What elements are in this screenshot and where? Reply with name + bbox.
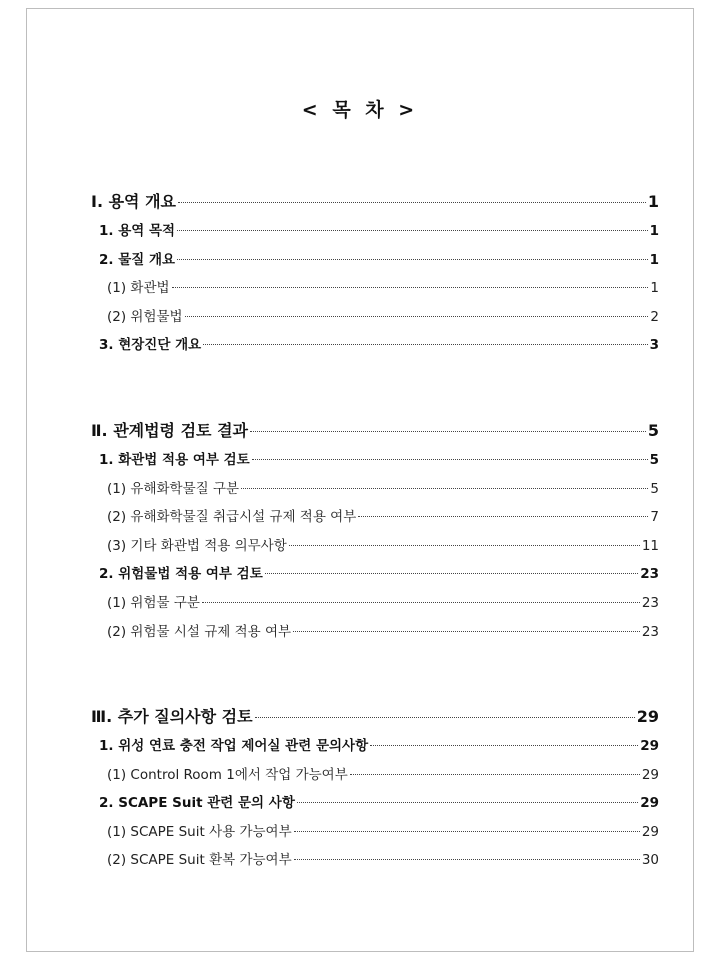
toc-subsection-entry <box>91 276 659 305</box>
toc-page-number: 1 <box>649 223 659 239</box>
toc-section-entry <box>91 333 659 362</box>
toc-leader-dots <box>294 859 640 860</box>
toc-leader-dots <box>177 230 648 231</box>
toc-entry-label: (2) SCAPE Suit 환복 가능여부 <box>107 852 292 869</box>
toc-chapter-entry <box>91 704 659 734</box>
toc-subsection-entry <box>91 477 659 506</box>
toc-page-number: 23 <box>640 566 659 583</box>
toc-page-number: 11 <box>641 537 659 554</box>
toc-page-number: 29 <box>640 795 659 812</box>
toc-leader-dots <box>350 774 640 775</box>
toc-page-number: 29 <box>641 823 659 840</box>
toc-page-number: 1 <box>650 280 659 297</box>
toc-leader-dots <box>293 631 640 632</box>
toc-page-number: 7 <box>650 509 659 526</box>
toc-leader-dots <box>178 202 646 203</box>
toc-leader-dots <box>203 344 647 345</box>
toc-entry-label: 1. 위성 연료 충전 작업 제어실 관련 문의사항 <box>99 738 369 754</box>
toc-page-number: 1 <box>647 192 659 211</box>
toc-page-number: 3 <box>649 337 659 354</box>
toc-subsection-entry <box>91 620 659 649</box>
toc-entry-label: (1) 유해화학물질 구분 <box>107 480 240 497</box>
toc-subsection-entry <box>91 820 659 849</box>
toc-entry-label: Ⅰ. 용역 개요 <box>91 192 176 211</box>
toc-entry-label: 2. 물질 개요 <box>99 251 176 268</box>
toc-entry-label: (1) Control Room 1에서 작업 가능여부 <box>107 766 348 783</box>
toc-leader-dots <box>265 573 638 574</box>
toc-page-number: 5 <box>649 452 659 468</box>
toc-leader-dots <box>255 717 635 718</box>
toc-entry-label: 1. 화관법 적용 여부 검토 <box>99 452 250 468</box>
toc-entry-label: (1) 위험물 구분 <box>107 594 200 611</box>
toc-chapter-entry <box>91 189 659 219</box>
toc-entry-label: 1. 용역 목적 <box>99 223 176 239</box>
toc-subsection-entry <box>91 534 659 563</box>
toc-section-entry <box>91 791 659 820</box>
toc-page-number: 1 <box>649 251 659 268</box>
toc-section-entry <box>91 562 659 591</box>
toc-entry-label: 3. 현장진단 개요 <box>99 337 202 354</box>
toc-page-number: 2 <box>650 308 659 325</box>
toc-section-3 <box>91 704 659 877</box>
toc-entry-label: (2) 위험물법 <box>107 308 183 325</box>
toc-leader-dots <box>202 602 640 603</box>
toc-leader-dots <box>297 802 638 803</box>
document-page <box>26 8 694 952</box>
toc-entry-label: (2) 유해화학물질 취급시설 규제 적용 여부 <box>107 509 357 526</box>
toc-leader-dots <box>241 488 648 489</box>
toc-leader-dots <box>370 745 638 746</box>
toc-leader-dots <box>177 259 648 260</box>
toc-leader-dots <box>294 831 640 832</box>
toc-entry-label: (1) SCAPE Suit 사용 가능여부 <box>107 823 292 840</box>
toc-subsection-entry <box>91 848 659 877</box>
toc-section-1 <box>91 189 659 362</box>
toc-leader-dots <box>250 431 646 432</box>
toc-page-number: 5 <box>650 480 659 497</box>
toc-entry-label: (2) 위험물 시설 규제 적용 여부 <box>107 623 292 640</box>
toc-leader-dots <box>358 516 648 517</box>
toc-subsection-entry <box>91 591 659 620</box>
toc-page-number: 5 <box>647 421 659 440</box>
toc-leader-dots <box>185 316 649 317</box>
toc-section-entry <box>91 219 659 248</box>
toc-section-entry <box>91 734 659 763</box>
toc-title: < 목 차 > <box>301 99 419 121</box>
toc-section-entry <box>91 248 659 277</box>
toc-subsection-entry <box>91 305 659 334</box>
toc-entry-label: Ⅱ. 관계법령 검토 결과 <box>91 421 248 440</box>
toc-leader-dots <box>252 459 648 460</box>
toc-page-number: 23 <box>641 623 659 640</box>
toc-entry-label: (1) 화관법 <box>107 280 170 297</box>
toc-subsection-entry <box>91 763 659 792</box>
toc-page-number: 29 <box>636 707 659 726</box>
toc-chapter-entry <box>91 418 659 448</box>
toc-entry-label: 2. 위험물법 적용 여부 검토 <box>99 566 263 583</box>
toc-leader-dots <box>172 287 649 288</box>
toc-page-number: 29 <box>641 766 659 783</box>
toc-section-2 <box>91 418 659 648</box>
toc-leader-dots <box>289 545 640 546</box>
toc-entry-label: 2. SCAPE Suit 관련 문의 사항 <box>99 795 295 812</box>
toc-page-number: 23 <box>641 594 659 611</box>
toc-page-number: 29 <box>640 738 659 754</box>
toc-page-number: 30 <box>641 852 659 869</box>
toc-subsection-entry <box>91 505 659 534</box>
toc-section-entry <box>91 448 659 477</box>
toc-entry-label: Ⅲ. 추가 질의사항 검토 <box>91 707 253 726</box>
toc-entry-label: (3) 기타 화관법 적용 의무사항 <box>107 537 287 554</box>
